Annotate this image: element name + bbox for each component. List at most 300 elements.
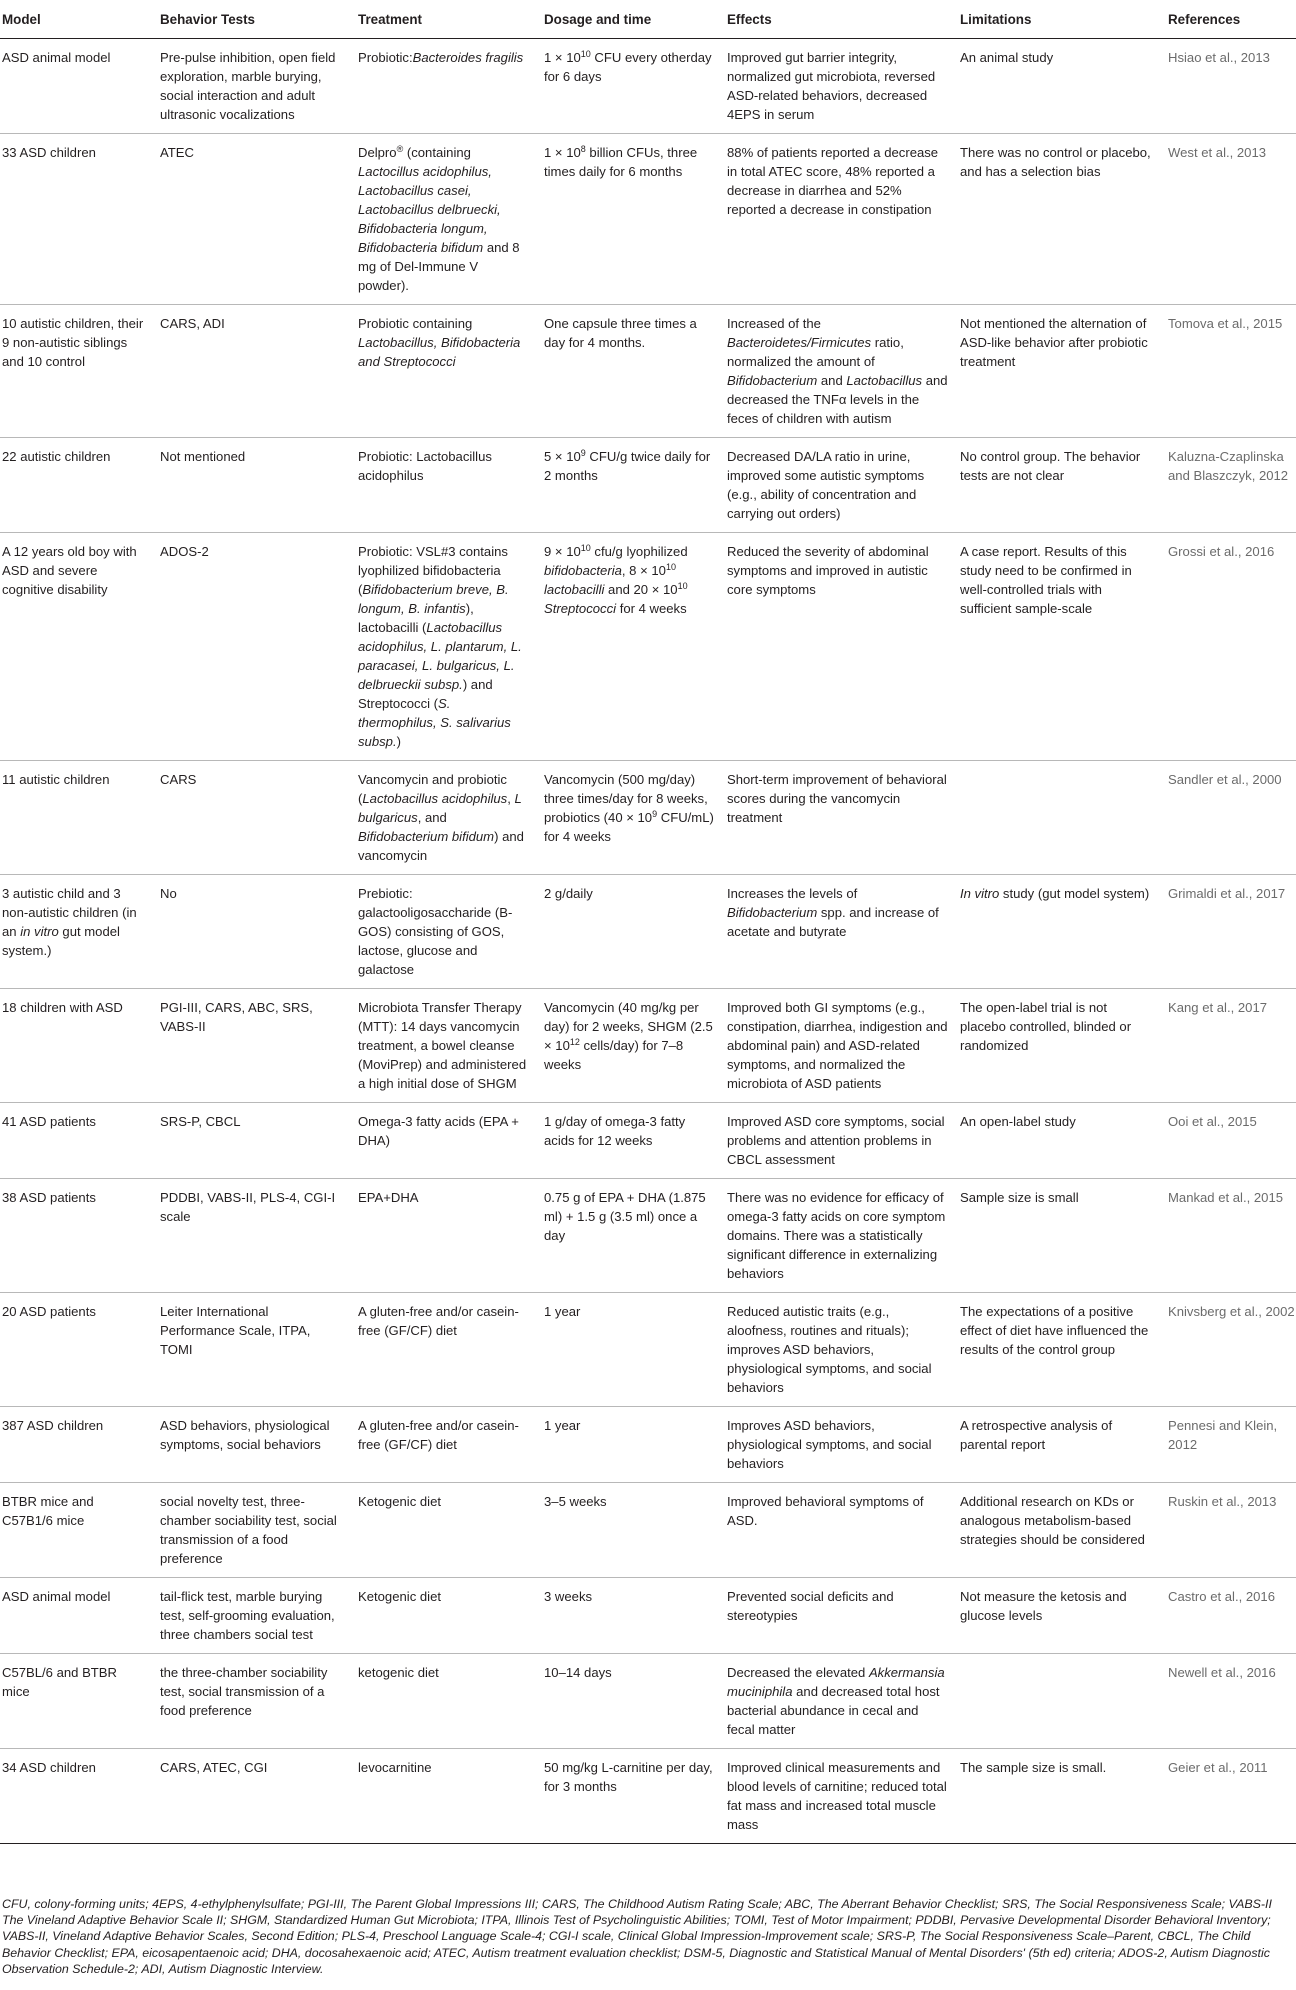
cell-behavior-tests-text: social novelty test, three-chamber sociability test, social transmission of a food preference (160, 1494, 337, 1566)
cell-effects-text: Prevented social deficits and stereotypies (727, 1589, 894, 1623)
cell-dosage-and-time (538, 761, 721, 875)
cell-behavior-tests-text: Leiter International Performance Scale, ITPA, TOMI (160, 1304, 311, 1357)
cell-model (0, 1407, 154, 1483)
cell-limitations (954, 134, 1162, 305)
cell-reference (1162, 1578, 1296, 1654)
cell-limitations-text: An open-label study (960, 1114, 1076, 1129)
cell-effects (721, 989, 954, 1103)
cell-effects-text: Improved ASD core symptoms, social problems and attention problems in CBCL assessment (727, 1114, 945, 1167)
cell-limitations (954, 39, 1162, 134)
cell-dosage-and-time-text: and 20 × 10 (604, 582, 678, 597)
cell-reference (1162, 533, 1296, 761)
cell-limitations (954, 1103, 1162, 1179)
cell-dosage-and-time-text: cfu/g lyophilized (590, 544, 688, 559)
cell-dosage-and-time-text: CFU every otherday for 6 days (544, 50, 712, 84)
cell-model (0, 1179, 154, 1293)
table-row (0, 305, 1296, 438)
cell-dosage-and-time-text: 9 (580, 448, 586, 458)
cell-treatment-text: and 8 mg of Del-Immune V powder). (358, 240, 520, 293)
cell-behavior-tests (154, 533, 352, 761)
cell-effects-text: Reduced autistic traits (e.g., aloofness, routines and rituals); improves ASD behaviors, physiological symptoms, and social behaviors (727, 1304, 932, 1395)
cell-model (0, 989, 154, 1103)
cell-reference (1162, 1407, 1296, 1483)
cell-model (0, 875, 154, 989)
cell-dosage-and-time-text: 50 mg/kg L-carnitine per day, for 3 months (544, 1760, 713, 1794)
cell-model (0, 1749, 154, 1844)
cell-dosage-and-time-text: bifidobacteria (544, 563, 622, 578)
cell-limitations-text: There was no control or placebo, and has a selection bias (960, 145, 1151, 179)
cell-dosage-and-time-text: cells/day) for 7–8 weeks (544, 1038, 684, 1072)
cell-limitations (954, 1179, 1162, 1293)
cell-reference (1162, 875, 1296, 989)
cell-dosage-and-time (538, 533, 721, 761)
cell-effects-text: and decreased total host bacterial abundance in cecal and fecal matter (727, 1684, 940, 1737)
cell-effects (721, 761, 954, 875)
cell-dosage-and-time (538, 305, 721, 438)
cell-treatment (352, 1103, 538, 1179)
header-references: References (1162, 0, 1296, 39)
cell-dosage-and-time-text: 10 (677, 581, 688, 591)
cell-dosage-and-time-text: 10–14 days (544, 1665, 612, 1680)
cell-model-text: A 12 years old boy with ASD and severe cognitive disability (2, 544, 137, 597)
cell-dosage-and-time-text: 9 (652, 809, 658, 819)
table-row (0, 1483, 1296, 1578)
cell-limitations (954, 989, 1162, 1103)
cell-model (0, 134, 154, 305)
cell-behavior-tests (154, 1483, 352, 1578)
cell-effects (721, 1749, 954, 1844)
cell-reference-text: Kaluzna-Czaplinska and Blaszczyk, 2012 (1168, 449, 1289, 483)
cell-treatment-text: ) and Streptococci ( (358, 677, 493, 711)
cell-treatment-text: , and (417, 810, 447, 825)
cell-dosage-and-time-text: CFU/g twice daily for 2 months (544, 449, 711, 483)
cell-treatment (352, 989, 538, 1103)
cell-behavior-tests (154, 134, 352, 305)
table-row (0, 761, 1296, 875)
cell-limitations-text: In vitro (960, 886, 1000, 901)
cell-limitations-text: A retrospective analysis of parental report (960, 1418, 1113, 1452)
cell-dosage-and-time-text: 1 year (544, 1304, 581, 1319)
cell-effects-text: Decreased DA/LA ratio in urine, improved some autistic symptoms (e.g., ability of concentration and carrying out orders) (727, 449, 925, 521)
cell-dosage-and-time (538, 1483, 721, 1578)
cell-reference (1162, 1103, 1296, 1179)
cell-model-text: 22 autistic children (2, 449, 111, 464)
table-row (0, 1654, 1296, 1749)
cell-behavior-tests (154, 39, 352, 134)
cell-reference-text: Newell et al., 2016 (1168, 1665, 1276, 1680)
header-behavior-tests: Behavior Tests (154, 0, 352, 39)
cell-effects-text: Improved both GI symptoms (e.g., constipation, diarrhea, indigestion and abdominal pain) and ASD-related symptoms, and normalized the microbiota of ASD patients (727, 1000, 948, 1091)
cell-treatment (352, 1293, 538, 1407)
cell-model (0, 438, 154, 533)
cell-treatment (352, 39, 538, 134)
cell-effects (721, 1407, 954, 1483)
table-row (0, 1578, 1296, 1654)
table-footnote: CFU, colony-forming units; 4EPS, 4-ethylphenylsulfate; PGI-III, The Parent Global Impressions III; CARS, The Childhood Autism Rating Scale; ABC, The Aberrant Behavior Checklist; SRS, The Social Responsiveness Scale; VABS-II The Vineland Adaptive Behavior Scale II; SHGM, Standardized Human Gut Microbiota; ITPA, Illinois Test of Psycholinguistic Abilities; TOMI, Test of Motor Impairment; PDDBI, Pervasive Developmental Disorder Behavioral Inventory; VABS-II, Vineland Adaptive Behavior Scales, Second Edition; PLS-4, Preschool Language Scale-4; CGI-I scale, Clinical Global Impression-Improvement scale; SRS-P, The Social Responsiveness Scale–Parent, CBCL, The Child Behavior Checklist; EPA, eicosapentaenoic acid; DHA, docosahexaenoic acid; ATEC, Autism treatment evaluation checklist; DSM-5, Diagnostic and Statistical Manual of Mental Disorders' (5th ed) criteria; ADOS-2, Autism Diagnostic Observation Schedule-2; ADI, Autism Diagnostic Interview. (2, 1897, 1272, 1976)
cell-treatment-text: , (507, 791, 515, 806)
cell-effects-text: Improves ASD behaviors, physiological symptoms, and social behaviors (727, 1418, 932, 1471)
cell-dosage-and-time-text: for 4 weeks (616, 601, 687, 616)
cell-limitations (954, 1578, 1162, 1654)
cell-behavior-tests-text: tail-flick test, marble burying test, self-grooming evaluation, three chambers social test (160, 1589, 335, 1642)
cell-reference-text: Tomova et al., 2015 (1168, 316, 1283, 331)
cell-behavior-tests-text: PGI-III, CARS, ABC, SRS, VABS-II (160, 1000, 313, 1034)
cell-dosage-and-time (538, 1103, 721, 1179)
cell-treatment-text: Bifidobacterium bifidum (358, 829, 495, 844)
cell-dosage-and-time-text: 1 g/day of omega-3 fatty acids for 12 weeks (544, 1114, 686, 1148)
cell-effects-text: Increases the levels of (727, 886, 858, 901)
cell-model-text: 11 autistic children (2, 772, 110, 787)
cell-effects-text: and decreased the TNFα levels in the feces of children with autism (727, 373, 948, 426)
cell-effects (721, 1578, 954, 1654)
cell-reference-text: Mankad et al., 2015 (1168, 1190, 1284, 1205)
table-row (0, 39, 1296, 134)
cell-treatment-text: Bacteroides fragilis (412, 50, 524, 65)
cell-reference (1162, 1749, 1296, 1844)
cell-model-text: 18 children with ASD (2, 1000, 123, 1015)
cell-dosage-and-time (538, 1407, 721, 1483)
cell-model-text: 3 autistic child and 3 non-autistic children (in an (2, 886, 137, 939)
cell-behavior-tests (154, 761, 352, 875)
cell-model-text: C57BL/6 and BTBR mice (2, 1665, 117, 1699)
cell-effects-text: There was no evidence for efficacy of omega-3 fatty acids on core symptom domains. There was a statistically significant difference in externalizing behaviors (727, 1190, 946, 1281)
cell-dosage-and-time-text: 2 g/daily (544, 886, 593, 901)
cell-behavior-tests-text: PDDBI, VABS-II, PLS-4, CGI-I scale (160, 1190, 336, 1224)
cell-treatment (352, 1749, 538, 1844)
cell-effects-text: Improved behavioral symptoms of ASD. (727, 1494, 924, 1528)
cell-dosage-and-time-text: 8 (580, 144, 586, 154)
cell-behavior-tests (154, 1749, 352, 1844)
cell-effects-text: Bifidobacterium (727, 373, 818, 388)
cell-dosage-and-time (538, 438, 721, 533)
cell-effects-text: Improved clinical measurements and blood levels of carnitine; reduced total fat mass and increased total muscle mass (727, 1760, 947, 1832)
cell-behavior-tests (154, 1103, 352, 1179)
cell-reference-text: Ruskin et al., 2013 (1168, 1494, 1277, 1509)
header-limitations: Limitations (954, 0, 1162, 39)
cell-dosage-and-time-text: 10 (580, 543, 591, 553)
cell-treatment-text: Ketogenic diet (358, 1494, 441, 1509)
cell-dosage-and-time (538, 1179, 721, 1293)
cell-treatment (352, 1578, 538, 1654)
cell-behavior-tests (154, 438, 352, 533)
cell-reference-text: Castro et al., 2016 (1168, 1589, 1275, 1604)
cell-treatment-text: Vancomycin and probiotic ( (358, 772, 507, 806)
cell-limitations (954, 1483, 1162, 1578)
cell-treatment (352, 533, 538, 761)
table-row (0, 989, 1296, 1103)
cell-dosage-and-time-text: One capsule three times a day for 4 months. (544, 316, 697, 350)
cell-reference-text: Grossi et al., 2016 (1168, 544, 1275, 559)
cell-behavior-tests-text: Pre-pulse inhibition, open field exploration, marble burying, social interaction and adult ultrasonic vocalizations (160, 50, 336, 122)
cell-behavior-tests (154, 1654, 352, 1749)
cell-treatment-text: Lactocillus acidophilus, Lactobacillus casei, Lactobacillus delbruecki, Bifidobacteria longum, Bifidobacteria bifidum (358, 164, 501, 255)
cell-effects (721, 1179, 954, 1293)
cell-reference-text: West et al., 2013 (1168, 145, 1267, 160)
cell-treatment (352, 305, 538, 438)
cell-limitations (954, 533, 1162, 761)
cell-limitations-text: Not mentioned the alternation of ASD-like behavior after probiotic treatment (960, 316, 1148, 369)
cell-model-text: gut model system.) (2, 924, 120, 958)
cell-dosage-and-time-text: 3 weeks (544, 1589, 593, 1604)
cell-limitations-text: No control group. The behavior tests are not clear (960, 449, 1141, 483)
cell-dosage-and-time-text: lactobacilli (544, 582, 605, 597)
cell-treatment-text: EPA+DHA (358, 1190, 419, 1205)
cell-dosage-and-time-text: 1 × 10 (544, 50, 581, 65)
cell-reference-text: Grimaldi et al., 2017 (1168, 886, 1286, 901)
cell-model-text: 10 autistic children, their 9 non-autistic siblings and 10 control (2, 316, 144, 369)
cell-dosage-and-time-text: CFU/mL) for 4 weeks (544, 810, 714, 844)
cell-behavior-tests (154, 1578, 352, 1654)
cell-effects-text: spp. and increase of acetate and butyrate (727, 905, 939, 939)
cell-treatment-text: Probiotic: (358, 50, 413, 65)
cell-effects-text: Decreased the elevated (727, 1665, 869, 1680)
cell-limitations (954, 1749, 1162, 1844)
cell-limitations-text: Not measure the ketosis and glucose levels (960, 1589, 1127, 1623)
cell-dosage-and-time-text: , 8 × 10 (621, 563, 666, 578)
cell-treatment-text: Lactobacillus acidophilus (362, 791, 508, 806)
cell-treatment (352, 134, 538, 305)
cell-treatment-text: Microbiota Transfer Therapy (MTT): 14 days vancomycin treatment, a bowel cleanse (MoviPrep) and administered a high initial dose of SHGM (358, 1000, 527, 1091)
cell-effects (721, 1483, 954, 1578)
table-row (0, 533, 1296, 761)
cell-treatment-text: Lactobacillus acidophilus, L. plantarum, L. paracasei, L. bulgaricus, L. delbrueckii subsp. (358, 620, 522, 692)
cell-effects (721, 39, 954, 134)
cell-behavior-tests-text: CARS, ADI (160, 316, 225, 331)
cell-behavior-tests (154, 875, 352, 989)
cell-behavior-tests-text: No (160, 886, 177, 901)
cell-effects (721, 1654, 954, 1749)
cell-treatment (352, 438, 538, 533)
cell-treatment-text: levocarnitine (358, 1760, 432, 1775)
cell-model-text: ASD animal model (2, 1589, 111, 1604)
table-row (0, 1749, 1296, 1844)
cell-limitations-text: study (gut model system) (999, 886, 1150, 901)
cell-dosage-and-time-text: 3–5 weeks (544, 1494, 607, 1509)
cell-model (0, 39, 154, 134)
cell-model-text: 38 ASD patients (2, 1190, 96, 1205)
cell-model (0, 1654, 154, 1749)
cell-treatment-text: Probiotic: VSL#3 contains lyophilized bifidobacteria ( (358, 544, 508, 597)
cell-reference-text: Hsiao et al., 2013 (1168, 50, 1270, 65)
cell-limitations (954, 875, 1162, 989)
table-row (0, 1407, 1296, 1483)
cell-effects-text: Lactobacillus (846, 373, 923, 388)
cell-limitations-text: Sample size is small (960, 1190, 1079, 1205)
cell-limitations (954, 438, 1162, 533)
cell-effects-text: Short-term improvement of behavioral scores during the vancomycin treatment (727, 772, 947, 825)
cell-treatment-text: ® (396, 144, 404, 154)
cell-treatment (352, 1654, 538, 1749)
cell-dosage-and-time (538, 134, 721, 305)
cell-dosage-and-time (538, 1654, 721, 1749)
cell-treatment-text: L bulgaricus (358, 791, 522, 825)
cell-dosage-and-time (538, 875, 721, 989)
cell-behavior-tests (154, 305, 352, 438)
cell-dosage-and-time-text: Vancomycin (40 mg/kg per day) for 2 weeks, SHGM (2.5 × 10 (544, 1000, 713, 1053)
header-treatment: Treatment (352, 0, 538, 39)
cell-treatment-text: Prebiotic: galactooligosaccharide (B-GOS) consisting of GOS, lactose, glucose and galactose (358, 886, 513, 977)
cell-treatment-text: ), lactobacilli ( (358, 601, 474, 635)
cell-model-text: 41 ASD patients (2, 1114, 96, 1129)
cell-limitations-text: The open-label trial is not placebo controlled, blinded or randomized (960, 1000, 1132, 1053)
cell-model (0, 533, 154, 761)
cell-treatment-text: ) and vancomycin (358, 829, 524, 863)
cell-dosage-and-time-text: 10 (665, 562, 676, 572)
cell-limitations (954, 761, 1162, 875)
cell-reference (1162, 989, 1296, 1103)
table-row (0, 875, 1296, 989)
cell-treatment-text: A gluten-free and/or casein-free (GF/CF) diet (358, 1418, 519, 1452)
cell-dosage-and-time-text: billion CFUs, three times daily for 6 months (544, 145, 698, 179)
cell-treatment-text: (containing (403, 145, 471, 160)
cell-treatment (352, 1407, 538, 1483)
cell-limitations-text: A case report. Results of this study need to be confirmed in well-controlled trials with sufficient sample-scale (960, 544, 1132, 616)
cell-treatment (352, 761, 538, 875)
cell-dosage-and-time-text: 1 × 10 (544, 145, 581, 160)
cell-effects-text: Bacteroidetes/Firmicutes (727, 335, 872, 350)
cell-model (0, 305, 154, 438)
cell-effects (721, 134, 954, 305)
cell-treatment-text: Bifidobacterium breve, B. longum, B. infantis (358, 582, 509, 616)
cell-effects (721, 305, 954, 438)
cell-model-text: in vitro (20, 924, 59, 939)
cell-model-text: 33 ASD children (2, 145, 96, 160)
cell-behavior-tests (154, 1179, 352, 1293)
cell-behavior-tests (154, 1407, 352, 1483)
cell-reference (1162, 438, 1296, 533)
cell-reference (1162, 1654, 1296, 1749)
cell-model (0, 761, 154, 875)
cell-treatment-text: ketogenic diet (358, 1665, 439, 1680)
cell-dosage-and-time-text: Vancomycin (500 mg/day) three times/day for 8 weeks, probiotics (40 × 10 (544, 772, 708, 825)
cell-dosage-and-time-text: 12 (569, 1037, 580, 1047)
cell-reference (1162, 305, 1296, 438)
cell-effects-text: Reduced the severity of abdominal symptoms and improved in autistic core symptoms (727, 544, 929, 597)
cell-behavior-tests-text: Not mentioned (160, 449, 246, 464)
cell-reference-text: Pennesi and Klein, 2012 (1168, 1418, 1278, 1452)
cell-behavior-tests-text: ATEC (160, 145, 194, 160)
cell-effects (721, 1293, 954, 1407)
table-body (0, 39, 1296, 1844)
cell-dosage-and-time-text: 5 × 10 (544, 449, 581, 464)
cell-effects (721, 533, 954, 761)
table-row (0, 134, 1296, 305)
table-row (0, 1293, 1296, 1407)
cell-model-text: 387 ASD children (2, 1418, 104, 1433)
cell-treatment (352, 1179, 538, 1293)
cell-dosage-and-time-text: Streptococci (544, 601, 617, 616)
cell-effects-text: ratio, normalized the amount of (727, 335, 904, 369)
cell-model (0, 1483, 154, 1578)
cell-behavior-tests-text: ASD behaviors, physiological symptoms, social behaviors (160, 1418, 330, 1452)
cell-effects-text: Bifidobacterium (727, 905, 818, 920)
table-row (0, 438, 1296, 533)
cell-reference (1162, 1483, 1296, 1578)
cell-treatment-text: Probiotic containing (358, 316, 473, 331)
cell-treatment-text: S. thermophilus, S. salivarius subsp. (358, 696, 511, 749)
header-model: Model (0, 0, 154, 39)
cell-dosage-and-time-text: 1 year (544, 1418, 581, 1433)
cell-model-text: BTBR mice and C57B1/6 mice (2, 1494, 94, 1528)
cell-reference-text: Geier et al., 2011 (1168, 1760, 1268, 1775)
table-row (0, 1103, 1296, 1179)
cell-treatment-text: Lactobacillus, Bifidobacteria and Streptococci (358, 335, 521, 369)
cell-limitations-text: Additional research on KDs or analogous metabolism-based strategies should be considered (960, 1494, 1145, 1547)
cell-dosage-and-time (538, 39, 721, 134)
cell-effects-text: Increased of the (727, 316, 821, 331)
cell-effects (721, 1103, 954, 1179)
cell-treatment (352, 875, 538, 989)
cell-behavior-tests (154, 989, 352, 1103)
cell-effects-text: Akkermansia muciniphila (727, 1665, 945, 1699)
cell-limitations-text: The sample size is small. (960, 1760, 1107, 1775)
cell-limitations-text: An animal study (960, 50, 1054, 65)
cell-treatment-text: A gluten-free and/or casein-free (GF/CF) diet (358, 1304, 519, 1338)
cell-reference (1162, 1179, 1296, 1293)
cell-reference-text: Knivsberg et al., 2002 (1168, 1304, 1295, 1319)
cell-dosage-and-time (538, 1293, 721, 1407)
cell-behavior-tests-text: CARS, ATEC, CGI (160, 1760, 268, 1775)
cell-limitations-text: The expectations of a positive effect of diet have influenced the results of the control group (960, 1304, 1149, 1357)
table-header (0, 0, 1296, 39)
cell-treatment-text: ) (396, 734, 401, 749)
cell-model (0, 1578, 154, 1654)
cell-reference (1162, 761, 1296, 875)
header-row (0, 0, 1296, 39)
cell-treatment (352, 1483, 538, 1578)
cell-reference-text: Sandler et al., 2000 (1168, 772, 1282, 787)
cell-dosage-and-time (538, 1749, 721, 1844)
header-effects: Effects (721, 0, 954, 39)
cell-dosage-and-time-text: 10 (580, 49, 591, 59)
cell-dosage-and-time-text: 0.75 g of EPA + DHA (1.875 ml) + 1.5 g (3.5 ml) once a day (544, 1190, 706, 1243)
cell-reference (1162, 1293, 1296, 1407)
cell-limitations (954, 305, 1162, 438)
cell-effects-text: and (817, 373, 847, 388)
cell-limitations (954, 1293, 1162, 1407)
cell-reference (1162, 134, 1296, 305)
cell-dosage-and-time (538, 989, 721, 1103)
table-row (0, 1179, 1296, 1293)
cell-behavior-tests (154, 1293, 352, 1407)
cell-dosage-and-time-text: 9 × 10 (544, 544, 581, 559)
cell-model-text: ASD animal model (2, 50, 111, 65)
cell-treatment-text: Probiotic: Lactobacillus acidophilus (358, 449, 492, 483)
cell-behavior-tests-text: the three-chamber sociability test, social transmission of a food preference (160, 1665, 328, 1718)
cell-effects-text: 88% of patients reported a decrease in total ATEC score, 48% reported a decrease in diarrhea and 52% reported a decrease in constipation (727, 145, 939, 217)
cell-model-text: 34 ASD children (2, 1760, 96, 1775)
cell-reference-text: Kang et al., 2017 (1168, 1000, 1268, 1015)
cell-effects (721, 875, 954, 989)
cell-behavior-tests-text: ADOS-2 (160, 544, 209, 559)
cell-treatment-text: Omega-3 fatty acids (EPA + DHA) (358, 1114, 519, 1148)
cell-reference-text: Ooi et al., 2015 (1168, 1114, 1257, 1129)
header-dosage-and-time: Dosage and time (538, 0, 721, 39)
cell-effects (721, 438, 954, 533)
cell-dosage-and-time (538, 1578, 721, 1654)
cell-model (0, 1103, 154, 1179)
cell-limitations (954, 1407, 1162, 1483)
cell-effects-text: Improved gut barrier integrity, normalized gut microbiota, reversed ASD-related behaviors, decreased 4EPS in serum (727, 50, 936, 122)
cell-model-text: 20 ASD patients (2, 1304, 96, 1319)
cell-treatment-text: Ketogenic diet (358, 1589, 441, 1604)
cell-behavior-tests-text: CARS (160, 772, 197, 787)
cell-reference (1162, 39, 1296, 134)
cell-behavior-tests-text: SRS-P, CBCL (160, 1114, 241, 1129)
cell-limitations (954, 1654, 1162, 1749)
cell-treatment-text: Delpro (358, 145, 397, 160)
cell-model (0, 1293, 154, 1407)
